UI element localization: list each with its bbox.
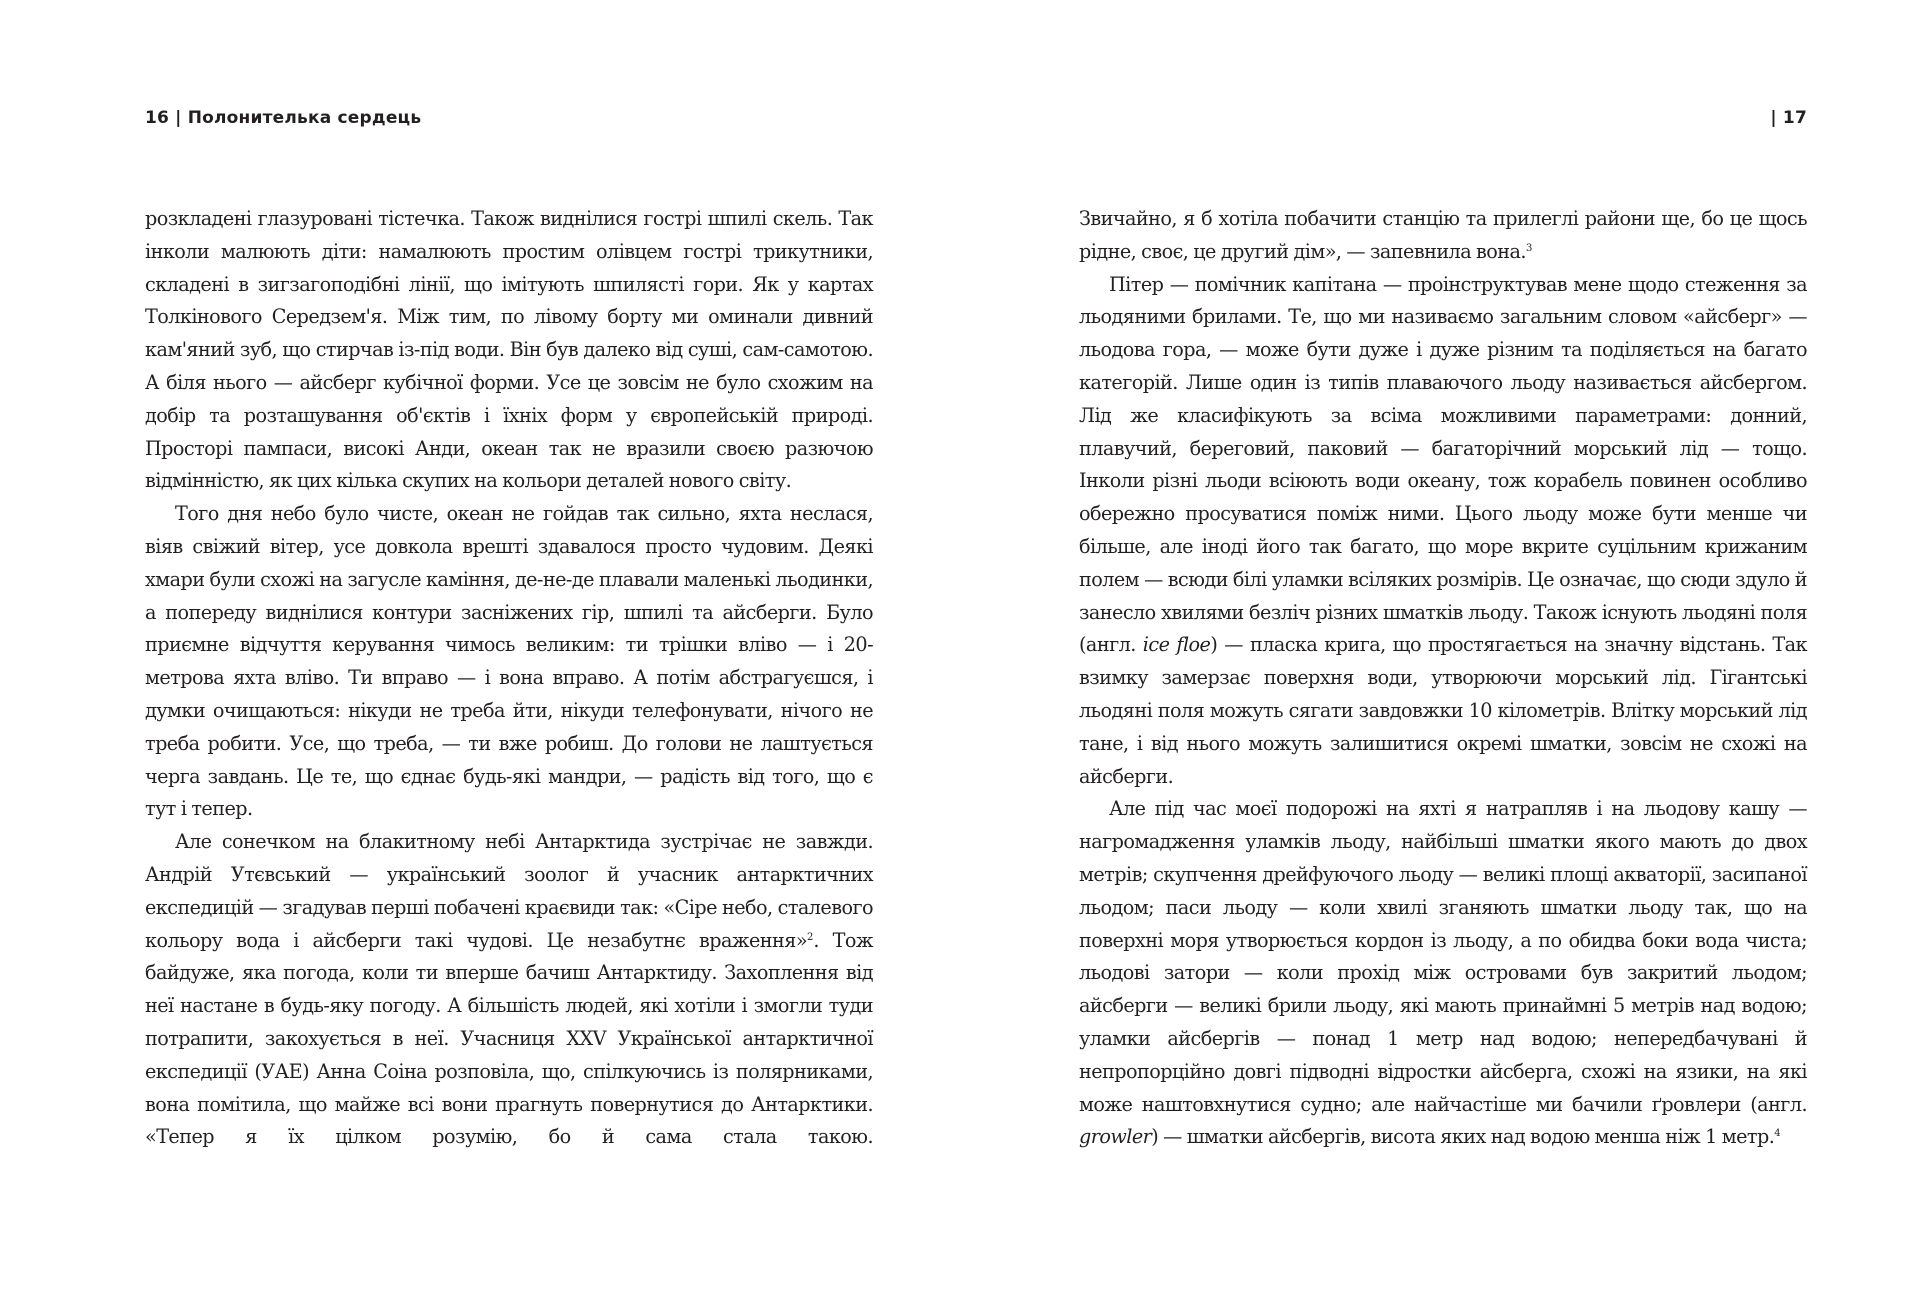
left-paragraph-3: [145, 826, 873, 1154]
footnote-marker-2: 2: [807, 931, 814, 943]
footnote-marker-3: 3: [1525, 242, 1533, 254]
right-paragraph-3: [1079, 793, 1807, 1154]
term-growler: growler: [1079, 1125, 1152, 1149]
right-paragraph-1-text: Звичайно, я б хотіла побачити станцію та прилеглі райони ще, бо це щось рідне, своє, це другий дім», — запевнила вона.: [1079, 207, 1807, 263]
left-page-text: [145, 203, 873, 1154]
right-paragraph-2-part-1: Пітер — помічник капітана — проінструктував мене щодо стеження за льодяними брилами. Те, що ми називаємо загальним словом «айсберг» — льодова гора, — може бути дуже і дуже різним та поділяється на багато категорій. Лише один із типів плаваючого льоду називається айсбергом. Лід же класифікують за всіма можливими параметрами: донний, плавучий, береговий, паковий — багаторічний морський лід — тощо. Інколи різні льоди всіюють води океану, тож корабель повинен особливо обережно просуватися поміж ними. Цього льоду може бути менше чи більше, але іноді його так багато, що море вкрите суцільним крижаним полем — всюди білі уламки всіляких розмірів. Це означає, що сюди здуло й занесло хвилями безліч різних шматків льоду. Також існують льодяні поля (англ.: [1079, 272, 1807, 657]
left-paragraph-3-part-2: . Тож байдуже, яка погода, коли ти вперше бачиш Антарктиду. Захоплення від неї настане в будь-яку погоду. А більшість людей, які хотіли і змогли туди потрапити, закохується в неї. Учасниця XXV Української антарктичної експедиції (УАЕ) Анна Соіна розповіла, що, спілкуючись із полярниками, вона помітила, що майже всі вони прагнуть повернутися до Антарктики. «Тепер я їх цілком розумію, бо й сама стала такою.: [145, 928, 873, 1149]
right-paragraph-1: [1079, 203, 1807, 269]
left-running-head: 16 | Полонителька сердець: [145, 108, 422, 128]
term-ice-floe: ice floe: [1142, 633, 1211, 657]
left-paragraph-2: Того дня небо було чисте, океан не гойдав так сильно, яхта неслася, віяв свіжий вітер, усе довкола врешті здавалося просто чудовим. Деякі хмари були схожі на загусле каміння, де-не-де плавали маленькі льодинки, а попереду виднілися контури засніжених гір, шпилі та айсберги. Було приємне відчуття керування чимось великим: ти трішки вліво — і 20-метрова яхта вліво. Ти вправо — і вона вправо. А потім абстрагуєшся, і думки очищаються: нікуди не треба йти, нікуди телефонувати, нічого не треба робити. Усе, що треба, — ти вже робиш. До голови не лаштується черга завдань. Це те, що єднає будь-які мандри, — радість від того, що є тут і тепер.: [145, 502, 873, 821]
right-page-text: [1079, 203, 1807, 1154]
right-running-head: | 17: [1770, 108, 1807, 128]
left-paragraph-1: розкладені глазуровані тістечка. Також виднілися гострі шпилі скель. Так інколи малюють діти: намалюють простим олівцем гострі трикутники, складені в зигзагоподібні лінії, що імітують шпилясті гори. Як у картах Толкінового Середзем'я. Між тим, по лівому борту ми оминали дивний кам'яний зуб, що стирчав із-під води. Він був далеко від суші, сам-самотою. А біля нього — айсберг кубічної форми. Усе це зовсім не було схожим на добір та розташування об'єктів і їхніх форм у європейській природі. Просторі пампаси, високі Анди, океан так не вразили своєю разючою відмінністю, як цих кілька скупих на кольори деталей нового світу.: [145, 207, 873, 493]
right-paragraph-2: [1079, 269, 1807, 794]
footnote-marker-4: 4: [1774, 1128, 1781, 1140]
right-paragraph-3-part-1: Але під час моєї подорожі на яхті я натрапляв і на льодову кашу — нагромадження уламків льоду, найбільші шматки якого мають до двох метрів; скупчення дрейфуючого льоду — великі площі акваторії, засипаної льодом; паси льоду — коли хвилі зганяють шматки льоду так, що на поверхні моря утворюється кордон із льоду, а по обидва боки вода чиста; льодові затори — коли прохід між островами був закритий льодом; айсберги — великі брили льоду, які мають принаймні 5 метрів над водою; уламки айсбергів — понад 1 метр над водою; непередбачувані й непропорційно довгі підводні відростки айсберга, схожі на язики, на які може наштовхнутися судно; але найчастіше ми бачили ґровлери (англ.: [1079, 797, 1807, 1116]
right-paragraph-2-part-2: ) — пласка крига, що простягається на значну відстань. Так взимку замерзає поверхня води, утворюючи морський лід. Гігантські льодяні поля можуть сягати завдовжки 10 кілометрів. Влітку морський лід тане, і від нього можуть залишитися окремі шматки, зовсім не схожі на айсберги.: [1079, 633, 1807, 788]
right-paragraph-3-part-2: ) — шматки айсбергів, висота яких над водою менша ніж 1 метр.: [1151, 1125, 1775, 1149]
left-paragraph-3-part-1: Але сонечком на блакитному небі Антарктида зустрічає не завжди. Андрій Утєвський — український зоолог й учасник антарктичних експедицій — згадував перші побачені краєвиди так: «Сіре небо, сталевого кольору вода і айсберги такі чудові. Це незабутнє враження»: [145, 830, 873, 952]
